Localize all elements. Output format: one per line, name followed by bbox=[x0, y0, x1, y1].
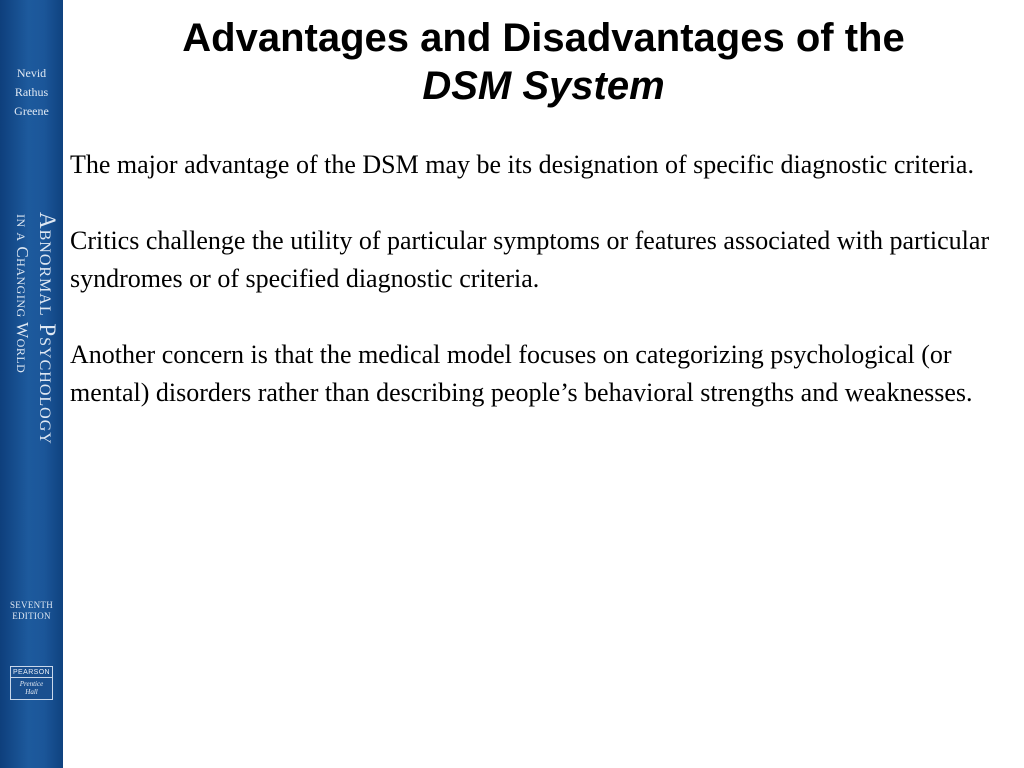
spine-edition-line: SEVENTH bbox=[9, 600, 54, 610]
spine-authors bbox=[0, 64, 63, 121]
publisher-logo-imprint-line: Prentice bbox=[19, 680, 44, 688]
book-spine-sidebar bbox=[0, 0, 63, 768]
slide-body bbox=[70, 146, 1010, 450]
publisher-logo-imprint-line: Hall bbox=[25, 688, 38, 696]
slide-title-line: Advantages and Disadvantages of the bbox=[182, 16, 905, 60]
body-paragraph: The major advantage of the DSM may be its designation of specific diagnostic criteria. bbox=[70, 150, 974, 179]
spine-author: Nevid bbox=[16, 66, 47, 80]
spine-author: Greene bbox=[14, 104, 49, 118]
spine-author: Rathus bbox=[14, 85, 49, 99]
slide-title-italic-line: DSM System bbox=[422, 64, 665, 108]
spine-edition bbox=[0, 600, 63, 622]
spine-book-title-main: Abnormal Psychology bbox=[35, 212, 60, 445]
body-paragraph: Critics challenge the utility of particular symptoms or features associated with particular syndromes or of specified diagnostic criteria. bbox=[70, 226, 990, 293]
body-paragraph: Another concern is that the medical model focuses on categorizing psychological (or mental) disorders rather than describing people’s behavioral strengths and weaknesses. bbox=[70, 340, 973, 407]
slide-title bbox=[63, 14, 1024, 110]
spine-book-title-sub: in a Changing World bbox=[13, 214, 32, 374]
publisher-logo-imprint bbox=[11, 678, 52, 696]
spine-edition-line: EDITION bbox=[12, 611, 51, 621]
spine-book-title bbox=[3, 212, 61, 512]
publisher-logo bbox=[10, 666, 53, 700]
publisher-logo-name: PEARSON bbox=[12, 669, 51, 676]
